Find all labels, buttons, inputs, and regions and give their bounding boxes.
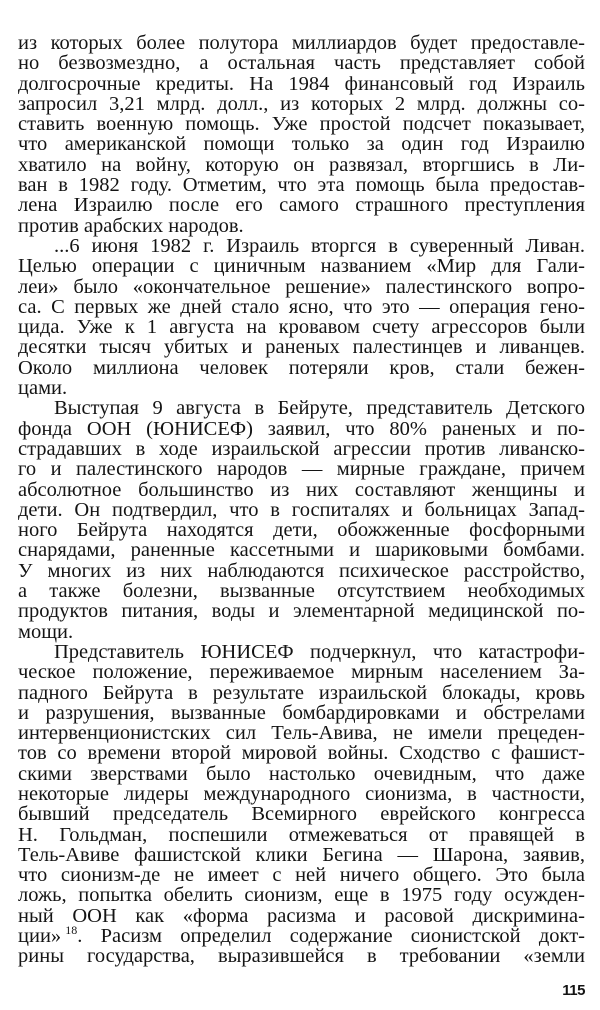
text-line: интервенционистских сил Тель-Авива, не имели прецеден- [18,722,585,745]
text-line: ставить военную помощь. Уже простой подсчет показывает, [18,113,585,136]
text-line: десятки тысяч убитых и раненых палестинцев и ливанцев. [18,336,585,359]
text-fragment: . Расизм определил содержание сионистской докт- [77,925,585,948]
text-line: Выступая 9 августа в Бейруте, представитель Детского [54,397,585,420]
text-line: У многих из них наблюдаются психическое расстройство, [18,559,585,582]
text-line: бывший председатель Всемирного еврейского конгресса [18,803,585,826]
text-line: падного Бейрута в результате израильской блокады, кровь [18,681,585,704]
text-line: дети. Он подтвердил, что в госпиталях и больницах Запад- [18,498,585,521]
paragraph [18,236,585,398]
text-line: мощи. [18,620,74,643]
text-line: из которых более полутора миллиардов будет предоставле- [18,32,585,54]
text-line: долгосрочные кредиты. На 1984 финансовый год Израиль [18,72,585,95]
text-line: цида. Уже к 1 августа на кровавом счету агрессоров были [18,316,585,339]
text-line: а также болезни, вызванные отсутствием необходимых [18,580,585,603]
book-page-text [18,33,585,967]
text-line: рины государства, выразившейся в требовании «земли [18,945,585,968]
paragraph [18,642,585,967]
text-line: ческое положение, переживаемое мирным населением За- [18,661,585,684]
text-line: цами. [18,377,68,400]
text-line: Тель-Авиве фашистской клики Бегина — Шарона, заявив, [18,843,585,866]
text-line: абсолютное большинство из них составляют женщины и [18,478,585,501]
text-line: са. С первых же дней стало ясно, что это — операция гено- [18,295,585,318]
text-line: что сионизм-де не имеет с ней ничего общего. Это была [18,864,585,887]
text-line: снарядами, раненные кассетными и шариковыми бомбами. [18,539,585,562]
text-line: лена Израилю после его самого страшного преступления [18,194,585,217]
text-line: ного Бейрута находятся дети, обожженные фосфорными [18,519,585,542]
text-line: продуктов питания, воды и элементарной медицинской по- [18,600,585,623]
paragraph [18,33,585,236]
text-line: Целью операции с циничным названием «Мир для Гали- [18,255,585,278]
text-line: Около миллиона человек потеряли кров, стали бежен- [18,356,585,379]
text-line: ван в 1982 году. Отметим, что эта помощь была предостав- [18,174,585,197]
text-line: Представитель ЮНИСЕФ подчеркнул, что катастрофи- [54,640,585,663]
paragraph [18,398,585,642]
text-line: фонда ООН (ЮНИСЕФ) заявил, что 80% раненых и по- [18,417,585,440]
text-line: запросил 3,21 млрд. долл., из которых 2 млрд. должны со- [18,92,585,115]
text-line: и разрушения, вызванные бомбардировками и обстрелами [18,701,585,724]
text-line: ный ООН как «форма расизма и расовой дискримина- [18,904,585,927]
footnote-reference[interactable]: 18 [65,923,78,938]
text-line: го и палестинского народов — мирные граждане, причем [18,458,585,481]
text-line: хватило на войну, которую он развязал, вторгшись в Ли- [18,153,585,176]
text-fragment: ции» [18,925,62,948]
text-line: некоторые лидеры международного сионизма, в частности, [18,782,585,805]
text-line: ...6 июня 1982 г. Израиль вторгся в суверенный Ливан. [54,234,585,257]
text-line: ложь, попытка обелить сионизм, еще в 1975 году осужден- [18,884,585,907]
text-line: против арабских народов. [18,214,244,237]
text-line: Н. Гольдман, поспешили отмежеваться от правящей в [18,823,585,846]
text-line: тов со времени второй мировой войны. Сходство с фашист- [18,742,585,765]
text-line: леи» было «окончательное решение» палестинского вопро- [18,275,585,298]
text-line: скими зверствами было настолько очевидным, что даже [18,762,585,785]
text-line: но безвозмездно, а остальная часть представляет собой [18,52,585,75]
text-line: страдавших в ходе израильской агрессии против ливанско- [18,437,585,460]
text-line: что американской помощи только за один год Израилю [18,133,585,156]
text-line-with-footnote [18,923,585,948]
page-number: 115 [562,982,585,999]
